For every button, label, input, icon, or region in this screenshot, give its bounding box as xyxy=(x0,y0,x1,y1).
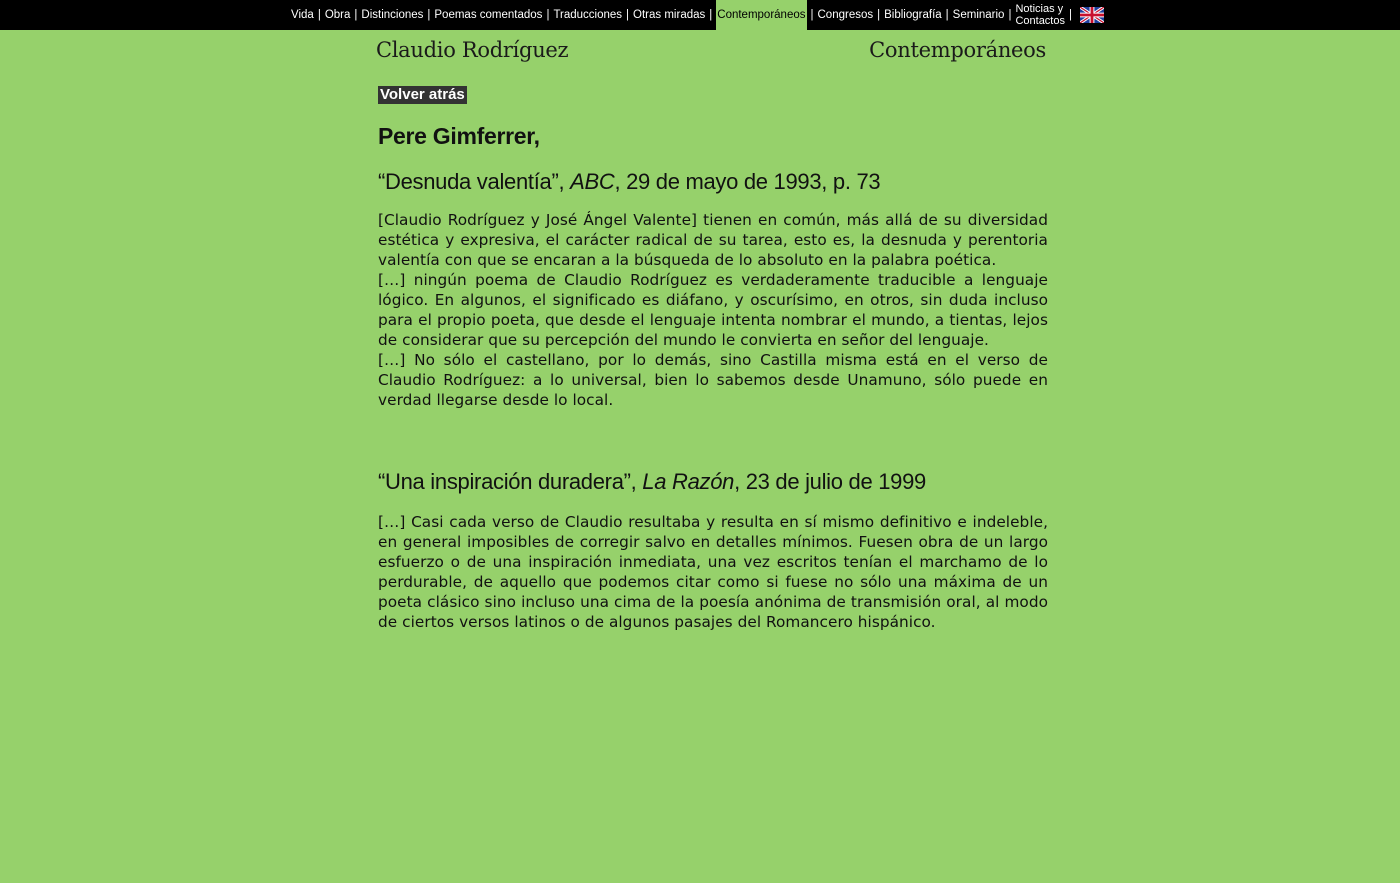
back-button[interactable]: Volver atrás xyxy=(380,86,465,103)
nav-item-otras-miradas[interactable]: Otras miradas xyxy=(633,9,706,21)
nav-item-seminario[interactable]: Seminario xyxy=(952,9,1005,21)
nav-item-noticias-line2: Contactos xyxy=(1015,15,1065,27)
nav-separator: | xyxy=(945,9,949,21)
article-body xyxy=(378,210,1048,410)
article-title-source: La Razón xyxy=(642,469,735,494)
nav-item-traducciones[interactable]: Traducciones xyxy=(553,9,623,21)
article-body xyxy=(378,512,1048,632)
paragraph: […] Casi cada verso de Claudio resultaba y resulta en sí mismo definitivo e indeleble, en general imposibles de corregir salvo en detalles mínimos. Fuesen obra de un largo esfuerzo o de una inspiración inmediata, una vez escritos tenían el marchamo de lo perdurable, de aquello que podemos citar como si fuese no sólo una máxima de un poeta clásico sino incluso una cima de la poesía anónima de transmisión oral, al modo de ciertos versos latinos o de algunos pasajes del Romancero hispánico. xyxy=(378,513,1048,631)
article-content xyxy=(378,118,1048,631)
nav-separator: | xyxy=(427,9,431,21)
nav-item-distinciones[interactable]: Distinciones xyxy=(361,9,424,21)
nav-item-bibliografia[interactable]: Bibliografía xyxy=(884,9,942,21)
site-title[interactable]: Claudio Rodríguez xyxy=(376,38,569,62)
main-nav xyxy=(291,0,1104,30)
nav-item-vida[interactable]: Vida xyxy=(291,9,314,21)
nav-separator: | xyxy=(317,9,321,21)
article-title-pre: “Desnuda valentía”, xyxy=(378,169,571,194)
nav-separator: | xyxy=(626,9,630,21)
article-title-post: , 29 de mayo de 1993, p. 73 xyxy=(614,169,881,194)
nav-item-poemas-comentados[interactable]: Poemas comentados xyxy=(434,9,543,21)
paragraph: […] ningún poema de Claudio Rodríguez es verdaderamente traducible a lenguaje lógico. En algunos, el significado es diáfano, y oscurísimo, en otros, sin duda incluso para el propio poeta, que desde el lenguaje intenta nombrar el mundo, a tientas, lejos de considerar que su percepción del mundo le convierta en señor del lenguaje. xyxy=(378,271,1048,349)
top-navigation-bar xyxy=(0,0,1400,30)
article-title-post: , 23 de julio de 1999 xyxy=(734,469,926,494)
nav-separator: | xyxy=(810,9,814,21)
paragraph: […] No sólo el castellano, por lo demás, sino Castilla misma está en el verso de Claudio Rodríguez: a lo universal, bien lo sabemos desde Unamuno, sólo puede en verdad llegarse desde lo local. xyxy=(378,351,1048,409)
nav-item-noticias-line1: Noticias y xyxy=(1015,3,1064,15)
section-title: Contemporáneos xyxy=(869,38,1046,62)
paragraph: [Claudio Rodríguez y José Ángel Valente] tienen en común, más allá de su diversidad estética y expresiva, el carácter radical de su tarea, esto es, la desnuda y perentoria valentía con que se encaran a la búsqueda de lo absoluto en la palabra poética. xyxy=(378,211,1048,269)
nav-separator: | xyxy=(877,9,881,21)
nav-separator: | xyxy=(709,9,713,21)
nav-item-noticias-contactos[interactable] xyxy=(1015,3,1065,27)
article-title-pre: “Una inspiración duradera”, xyxy=(378,469,643,494)
nav-item-contemporaneos[interactable]: Contemporáneos xyxy=(716,0,806,30)
uk-flag-icon[interactable] xyxy=(1080,7,1104,23)
author-heading: Pere Gimferrer, xyxy=(378,123,540,149)
article-title xyxy=(378,468,926,496)
nav-separator: | xyxy=(1008,9,1012,21)
nav-item-obra[interactable]: Obra xyxy=(324,9,351,21)
article-title-source: ABC xyxy=(570,169,615,194)
nav-separator: | xyxy=(1068,9,1072,21)
article-title xyxy=(378,168,880,196)
nav-separator: | xyxy=(546,9,550,21)
nav-separator: | xyxy=(354,9,358,21)
nav-item-congresos[interactable]: Congresos xyxy=(817,9,874,21)
